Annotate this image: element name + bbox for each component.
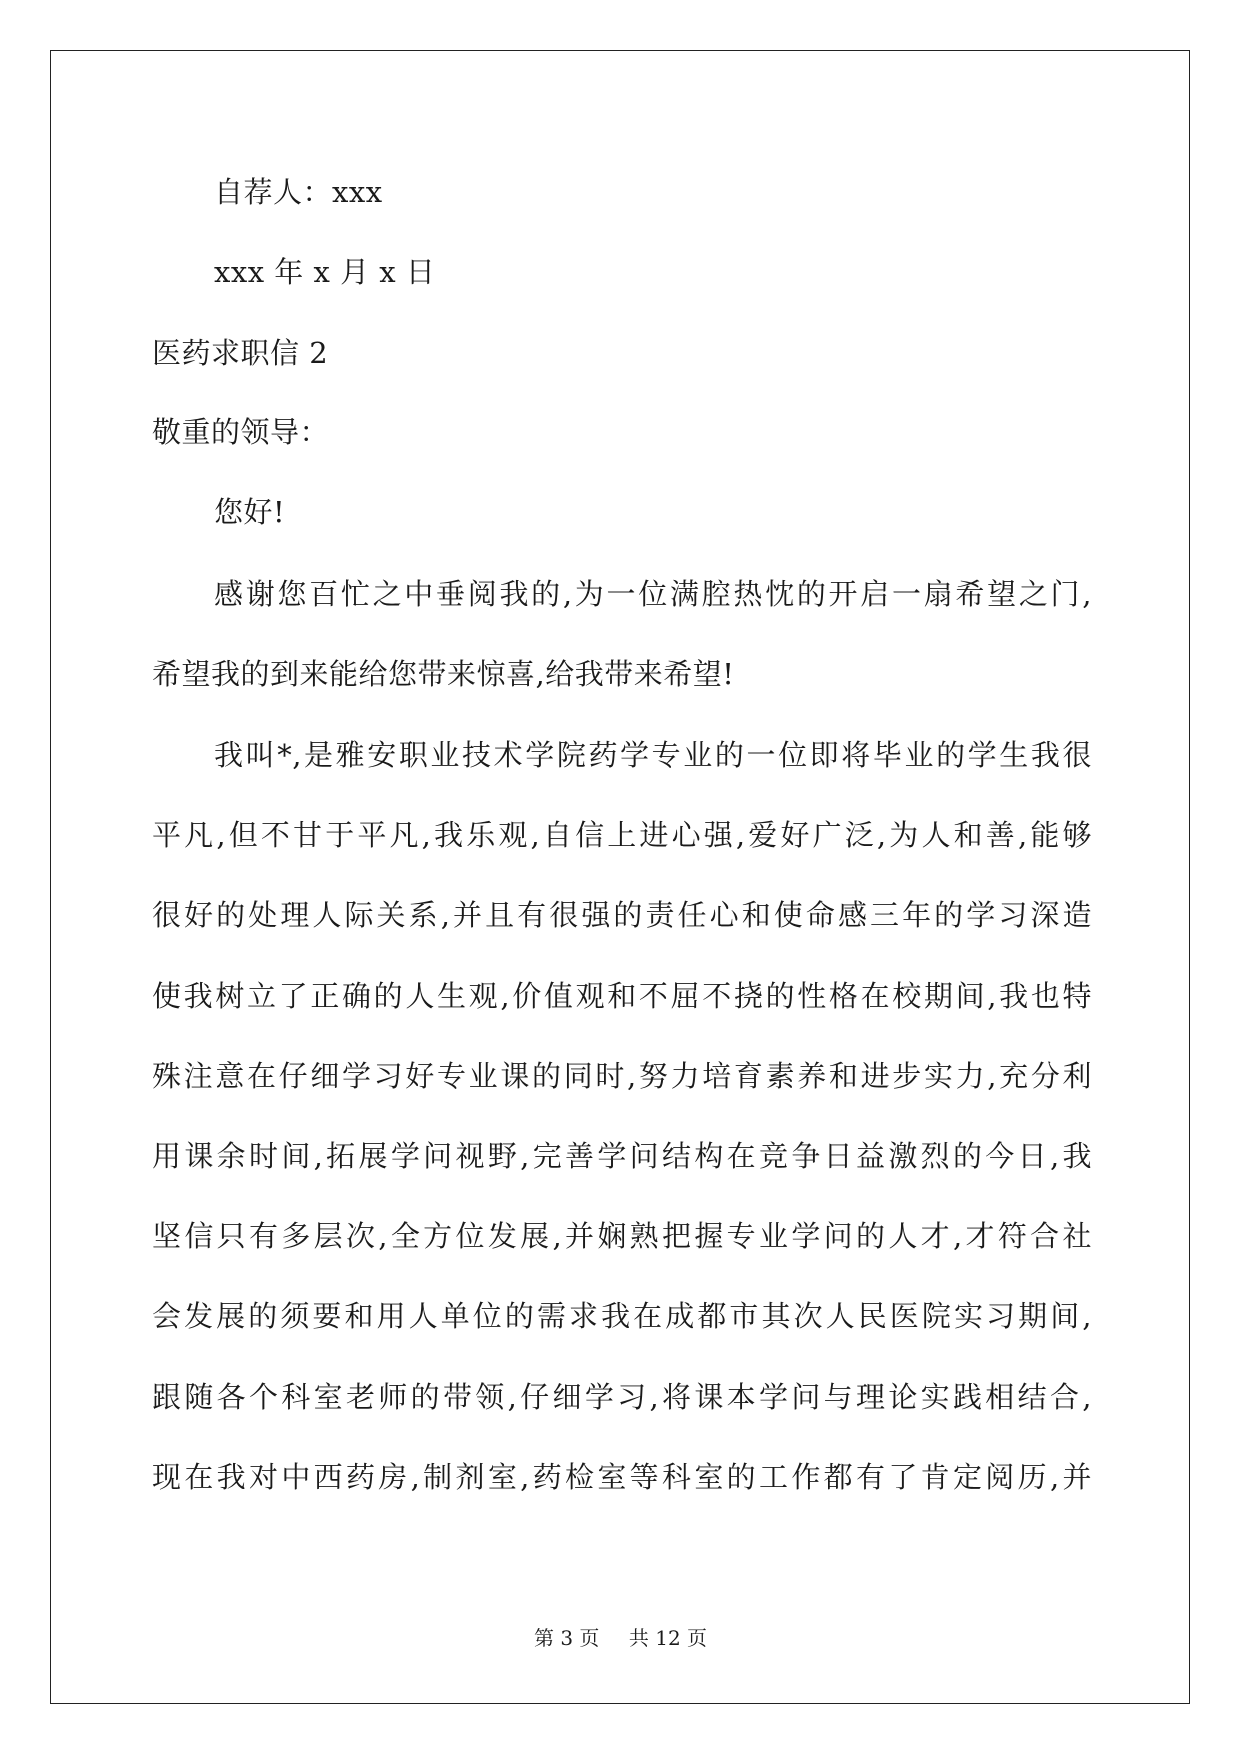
signature-line: 自荐人：xxx (214, 175, 383, 209)
paragraph-line: 希望我的到来能给您带来惊喜,给我带来希望! (152, 657, 735, 691)
page-footer (0, 1626, 1241, 1650)
section-title: 医药求职信 2 (152, 336, 329, 370)
paragraph-line: 很好的处理人际关系,并且有很强的责任心和使命感三年的学习深造 (152, 898, 1092, 932)
paragraph-line: 会发展的须要和用人单位的需求我在成都市其次人民医院实习期间, (152, 1299, 1092, 1333)
paragraph-line: 感谢您百忙之中垂阅我的,为一位满腔热忱的开启一扇希望之门, (214, 577, 1092, 611)
salutation: 敬重的领导： (152, 415, 330, 449)
paragraph-line: 用课余时间,拓展学问视野,完善学问结构在竞争日益激烈的今日,我 (152, 1139, 1092, 1173)
paragraph-line: 我叫*,是雅安职业技术学院药学专业的一位即将毕业的学生我很 (214, 738, 1092, 772)
paragraph-line: 坚信只有多层次,全方位发展,并娴熟把握专业学问的人才,才符合社 (152, 1219, 1092, 1253)
paragraph-line: 使我树立了正确的人生观,价值观和不屈不挠的性格在校期间,我也特 (152, 979, 1092, 1013)
paragraph-line: 现在我对中西药房,制剂室,药检室等科室的工作都有了肯定阅历,并 (152, 1460, 1092, 1494)
page-total: 共 12 页 (628, 1626, 708, 1650)
greeting: 您好! (214, 495, 286, 529)
paragraph-line: 平凡,但不甘于平凡,我乐观,自信上进心强,爱好广泛,为人和善,能够 (152, 818, 1092, 852)
page-number: 第 3 页 (533, 1626, 600, 1650)
paragraph-line: 跟随各个科室老师的带领,仔细学习,将课本学问与理论实践相结合, (152, 1380, 1092, 1414)
paragraph-line: 殊注意在仔细学习好专业课的同时,努力培育素养和进步实力,充分利 (152, 1059, 1092, 1093)
page-border (50, 50, 1190, 1704)
date-line: xxx 年 x 月 x 日 (214, 255, 436, 289)
